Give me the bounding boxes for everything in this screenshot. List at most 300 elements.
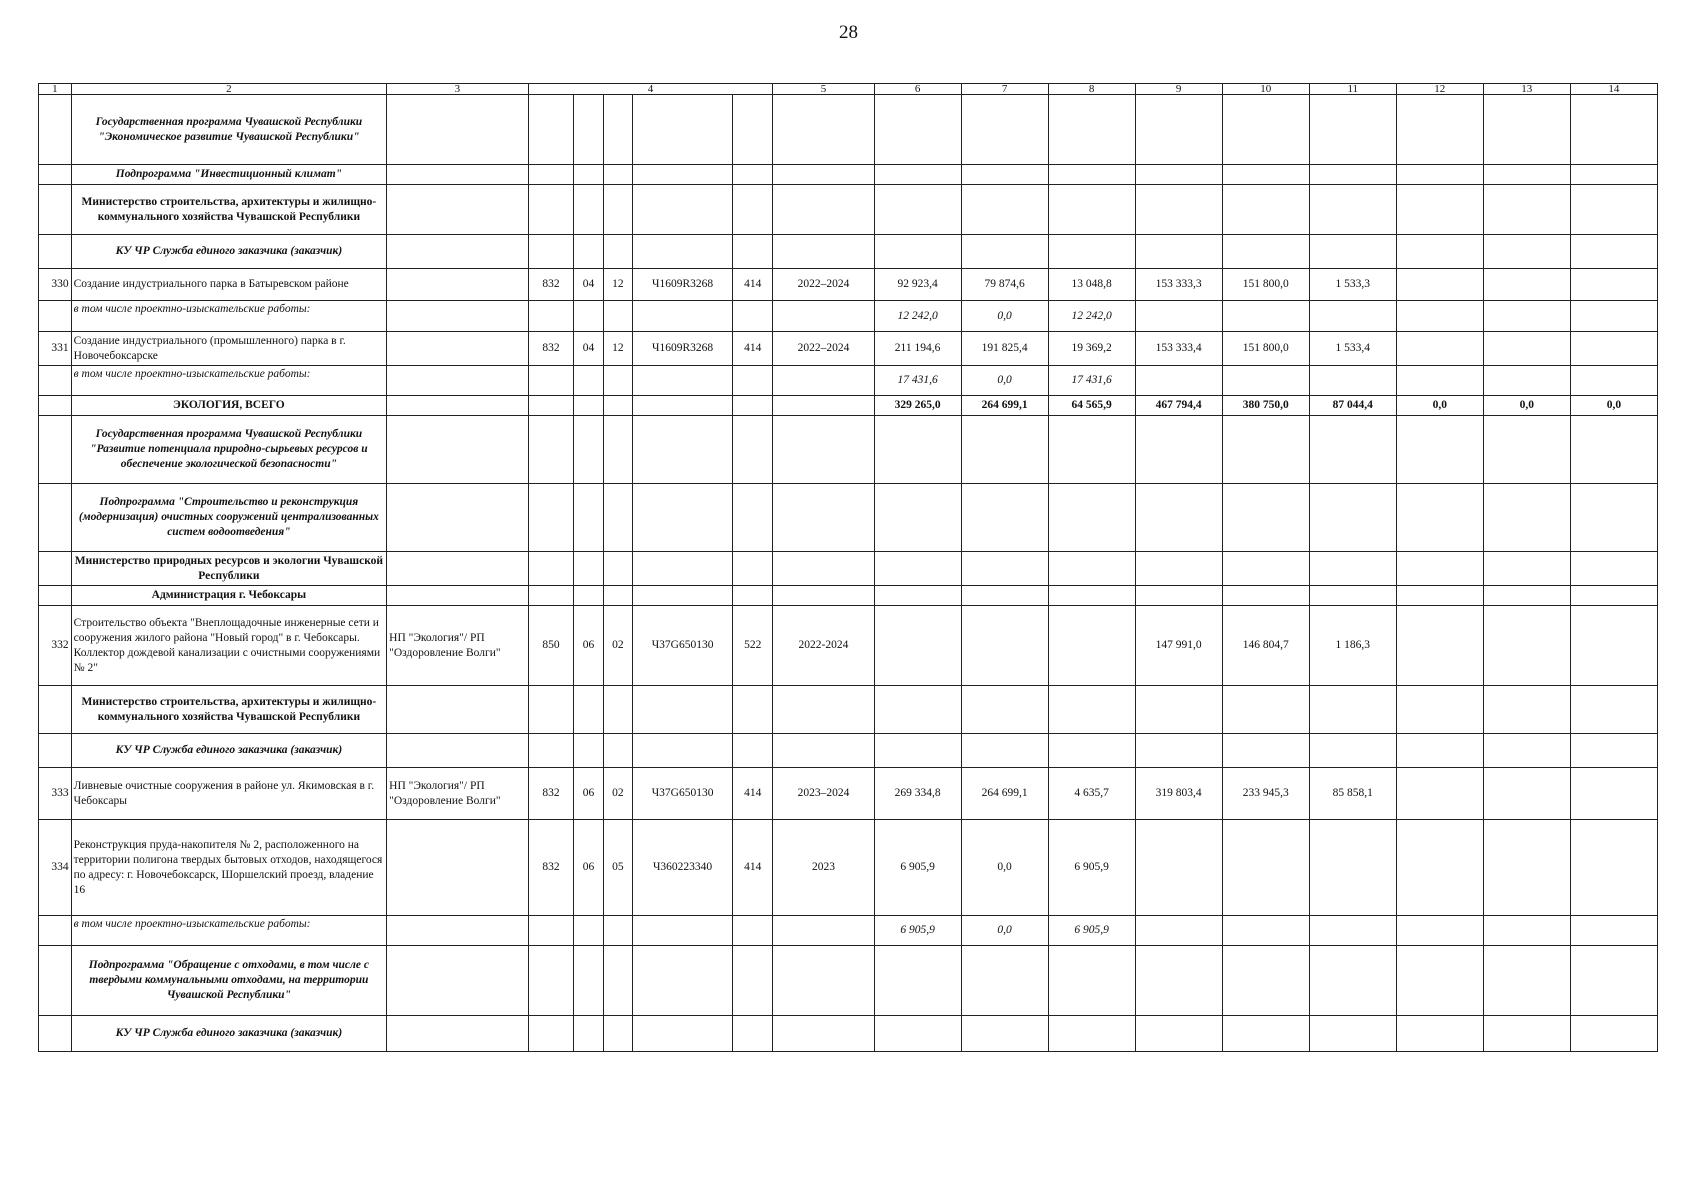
total-row bbox=[39, 396, 1658, 416]
table-cell bbox=[633, 946, 733, 1016]
table-cell bbox=[1483, 484, 1570, 552]
table-cell bbox=[1309, 235, 1396, 269]
table-cell bbox=[528, 916, 574, 946]
table-cell bbox=[39, 301, 72, 332]
table-cell bbox=[1570, 1016, 1657, 1052]
table-cell bbox=[633, 916, 733, 946]
table-cell bbox=[874, 586, 961, 606]
table-cell bbox=[1222, 484, 1309, 552]
table-cell bbox=[1222, 734, 1309, 768]
subtotal-label: в том числе проектно-изыскательские работы: bbox=[71, 366, 387, 396]
table-cell bbox=[633, 734, 733, 768]
table-cell bbox=[603, 946, 632, 1016]
row-number-cell bbox=[39, 185, 72, 235]
table-row bbox=[39, 332, 1658, 366]
table-cell bbox=[733, 396, 773, 416]
row-number-cell bbox=[39, 95, 72, 165]
table-cell bbox=[733, 1016, 773, 1052]
table-cell bbox=[1570, 946, 1657, 1016]
code-cell: 832 bbox=[528, 820, 574, 916]
section-heading-row bbox=[39, 552, 1658, 586]
table-cell bbox=[733, 95, 773, 165]
table-cell bbox=[1570, 366, 1657, 396]
table-cell bbox=[633, 235, 733, 269]
table-cell bbox=[574, 95, 603, 165]
table-cell bbox=[1135, 235, 1222, 269]
table-cell bbox=[1483, 416, 1570, 484]
table-cell bbox=[1396, 366, 1483, 396]
table-cell bbox=[733, 416, 773, 484]
amount-cell bbox=[1396, 820, 1483, 916]
table-cell bbox=[733, 586, 773, 606]
table-cell bbox=[1570, 165, 1657, 185]
table-cell bbox=[1135, 552, 1222, 586]
table-cell bbox=[773, 734, 874, 768]
code-cell: 832 bbox=[528, 768, 574, 820]
table-cell bbox=[773, 916, 874, 946]
amount-cell: 17 431,6 bbox=[1048, 366, 1135, 396]
table-cell bbox=[39, 366, 72, 396]
table-cell bbox=[1048, 734, 1135, 768]
total-amount-cell: 264 699,1 bbox=[961, 396, 1048, 416]
table-cell bbox=[633, 95, 733, 165]
table-cell bbox=[733, 946, 773, 1016]
table-cell bbox=[603, 916, 632, 946]
table-cell bbox=[528, 185, 574, 235]
table-cell bbox=[773, 95, 874, 165]
section-heading: КУ ЧР Служба единого заказчика (заказчик) bbox=[71, 734, 387, 768]
header-cell: 13 bbox=[1483, 84, 1570, 95]
table-cell bbox=[1048, 185, 1135, 235]
object-name: Реконструкция пруда-накопителя № 2, расположенного на территории полигона твердых бытовых отходов, находящегося по адресу: г. Новочебоксарск, Шоршелский проезд, владение 16 bbox=[71, 820, 387, 916]
table-cell bbox=[528, 946, 574, 1016]
amount-cell bbox=[1048, 606, 1135, 686]
project-name bbox=[387, 820, 528, 916]
amount-cell: 85 858,1 bbox=[1309, 768, 1396, 820]
table-cell bbox=[1570, 235, 1657, 269]
table-cell bbox=[633, 552, 733, 586]
table-cell bbox=[633, 686, 733, 734]
section-heading-row bbox=[39, 946, 1658, 1016]
table-cell bbox=[961, 185, 1048, 235]
code-cell: 850 bbox=[528, 606, 574, 686]
header-cell: 10 bbox=[1222, 84, 1309, 95]
row-number-cell bbox=[39, 416, 72, 484]
code-cell: 06 bbox=[574, 768, 603, 820]
project-name bbox=[387, 332, 528, 366]
total-amount-cell: 467 794,4 bbox=[1135, 396, 1222, 416]
table-cell bbox=[387, 586, 528, 606]
code-cell: 414 bbox=[733, 332, 773, 366]
table-cell bbox=[874, 552, 961, 586]
code-cell: 2023–2024 bbox=[773, 768, 874, 820]
amount-cell: 191 825,4 bbox=[961, 332, 1048, 366]
table-cell bbox=[387, 484, 528, 552]
row-number-cell bbox=[39, 946, 72, 1016]
header-cell: 6 bbox=[874, 84, 961, 95]
section-heading-row bbox=[39, 185, 1658, 235]
table-cell bbox=[574, 185, 603, 235]
table-cell bbox=[603, 301, 632, 332]
table-cell bbox=[1483, 734, 1570, 768]
table-cell bbox=[1483, 301, 1570, 332]
table-cell bbox=[733, 235, 773, 269]
header-cell: 2 bbox=[71, 84, 387, 95]
table-cell bbox=[1135, 95, 1222, 165]
table-cell bbox=[1483, 185, 1570, 235]
code-cell: Ч360223340 bbox=[633, 820, 733, 916]
table-cell bbox=[528, 165, 574, 185]
table-cell bbox=[1222, 916, 1309, 946]
section-heading-row bbox=[39, 686, 1658, 734]
amount-cell: 13 048,8 bbox=[1048, 269, 1135, 301]
section-heading-row bbox=[39, 95, 1658, 165]
table-cell bbox=[733, 916, 773, 946]
table-cell bbox=[633, 484, 733, 552]
subtotal-row bbox=[39, 366, 1658, 396]
table-cell bbox=[1483, 552, 1570, 586]
table-cell bbox=[733, 301, 773, 332]
table-cell bbox=[574, 552, 603, 586]
amount-cell bbox=[874, 606, 961, 686]
amount-cell: 17 431,6 bbox=[874, 366, 961, 396]
table-cell bbox=[1570, 552, 1657, 586]
subtotal-row bbox=[39, 301, 1658, 332]
table-cell bbox=[1135, 946, 1222, 1016]
project-name: НП "Экология"/ РП "Оздоровление Волги" bbox=[387, 606, 528, 686]
table-cell bbox=[574, 1016, 603, 1052]
total-amount-cell: 87 044,4 bbox=[1309, 396, 1396, 416]
table-cell bbox=[1396, 916, 1483, 946]
amount-cell: 4 635,7 bbox=[1048, 768, 1135, 820]
table-cell bbox=[528, 396, 574, 416]
subtotal-label: в том числе проектно-изыскательские работы: bbox=[71, 916, 387, 946]
table-cell bbox=[1048, 686, 1135, 734]
table-cell bbox=[961, 235, 1048, 269]
table-cell bbox=[1048, 586, 1135, 606]
table-cell bbox=[1483, 235, 1570, 269]
table-cell bbox=[603, 1016, 632, 1052]
amount-cell bbox=[1396, 332, 1483, 366]
amount-cell: 1 186,3 bbox=[1309, 606, 1396, 686]
table-cell bbox=[1396, 586, 1483, 606]
amount-cell: 146 804,7 bbox=[1222, 606, 1309, 686]
table-cell bbox=[1135, 1016, 1222, 1052]
table-cell bbox=[961, 95, 1048, 165]
table-cell bbox=[1309, 95, 1396, 165]
table-cell bbox=[574, 366, 603, 396]
table-cell bbox=[1222, 552, 1309, 586]
table-cell bbox=[1135, 301, 1222, 332]
header-cell: 1 bbox=[39, 84, 72, 95]
code-cell: 414 bbox=[733, 820, 773, 916]
table-cell bbox=[603, 95, 632, 165]
table-cell bbox=[874, 484, 961, 552]
table-cell bbox=[1135, 484, 1222, 552]
header-cell: 8 bbox=[1048, 84, 1135, 95]
table-cell bbox=[1396, 1016, 1483, 1052]
table-cell bbox=[387, 185, 528, 235]
table-row bbox=[39, 768, 1658, 820]
table-cell bbox=[39, 396, 72, 416]
table-cell bbox=[1396, 552, 1483, 586]
code-cell: 2022–2024 bbox=[773, 332, 874, 366]
table-cell bbox=[961, 484, 1048, 552]
code-cell: 832 bbox=[528, 332, 574, 366]
header-cell: 14 bbox=[1570, 84, 1657, 95]
amount-cell: 12 242,0 bbox=[874, 301, 961, 332]
amount-cell: 92 923,4 bbox=[874, 269, 961, 301]
table-cell bbox=[603, 416, 632, 484]
table-cell bbox=[387, 95, 528, 165]
table-cell bbox=[1135, 366, 1222, 396]
code-cell: 04 bbox=[574, 332, 603, 366]
code-cell: 02 bbox=[603, 606, 632, 686]
table-row bbox=[39, 820, 1658, 916]
table-cell bbox=[1396, 301, 1483, 332]
row-number: 330 bbox=[39, 269, 72, 301]
header-cell: 3 bbox=[387, 84, 528, 95]
amount-cell: 0,0 bbox=[961, 820, 1048, 916]
table-cell bbox=[574, 235, 603, 269]
code-cell: 2022–2024 bbox=[773, 269, 874, 301]
table-cell bbox=[1048, 416, 1135, 484]
header-cell: 11 bbox=[1309, 84, 1396, 95]
table-cell bbox=[961, 734, 1048, 768]
amount-cell: 1 533,3 bbox=[1309, 269, 1396, 301]
amount-cell bbox=[1483, 606, 1570, 686]
code-cell: 06 bbox=[574, 606, 603, 686]
section-heading: Подпрограмма "Обращение с отходами, в том числе с твердыми коммунальными отходами, на территории Чувашской Республики" bbox=[71, 946, 387, 1016]
table-cell bbox=[961, 1016, 1048, 1052]
table-cell bbox=[773, 366, 874, 396]
table-cell bbox=[1483, 686, 1570, 734]
row-number: 331 bbox=[39, 332, 72, 366]
table-cell bbox=[574, 916, 603, 946]
table-cell bbox=[574, 946, 603, 1016]
table-cell bbox=[1570, 301, 1657, 332]
table-cell bbox=[603, 366, 632, 396]
amount-cell: 151 800,0 bbox=[1222, 269, 1309, 301]
code-cell: Ч1609R3268 bbox=[633, 269, 733, 301]
table-cell bbox=[633, 586, 733, 606]
section-heading-row bbox=[39, 1016, 1658, 1052]
table-cell bbox=[874, 95, 961, 165]
table-cell bbox=[633, 366, 733, 396]
table-cell bbox=[528, 301, 574, 332]
table-cell bbox=[1135, 416, 1222, 484]
table-cell bbox=[1135, 165, 1222, 185]
header-cell: 12 bbox=[1396, 84, 1483, 95]
table-cell bbox=[603, 185, 632, 235]
code-cell: Ч37G650130 bbox=[633, 606, 733, 686]
table-cell bbox=[733, 185, 773, 235]
amount-cell bbox=[1483, 269, 1570, 301]
table-cell bbox=[528, 686, 574, 734]
table-cell bbox=[1570, 686, 1657, 734]
table-cell bbox=[1396, 95, 1483, 165]
table-cell bbox=[1222, 946, 1309, 1016]
table-cell bbox=[387, 396, 528, 416]
table-cell bbox=[603, 686, 632, 734]
table-cell bbox=[1048, 552, 1135, 586]
amount-cell bbox=[1570, 606, 1657, 686]
table-cell bbox=[528, 235, 574, 269]
section-heading: Министерство природных ресурсов и экологии Чувашской Республики bbox=[71, 552, 387, 586]
table-cell bbox=[387, 165, 528, 185]
object-name: Строительство объекта "Внеплощадочные инженерные сети и сооружения жилого района "Новый город" в г. Чебоксары. Коллектор дождевой канализации с очистными сооружениями № 2" bbox=[71, 606, 387, 686]
table-cell bbox=[733, 366, 773, 396]
amount-cell: 153 333,3 bbox=[1135, 269, 1222, 301]
table-cell bbox=[528, 95, 574, 165]
table-cell bbox=[603, 165, 632, 185]
section-heading: Подпрограмма "Инвестиционный климат" bbox=[71, 165, 387, 185]
object-name: Ливневые очистные сооружения в районе ул. Якимовская в г. Чебоксары bbox=[71, 768, 387, 820]
table-cell bbox=[387, 916, 528, 946]
section-heading: Министерство строительства, архитектуры и жилищно-коммунального хозяйства Чувашской Республики bbox=[71, 185, 387, 235]
table-cell bbox=[874, 1016, 961, 1052]
table-cell bbox=[961, 165, 1048, 185]
table-cell bbox=[773, 1016, 874, 1052]
object-name: Создание индустриального парка в Батыревском районе bbox=[71, 269, 387, 301]
table-cell bbox=[1396, 946, 1483, 1016]
amount-cell bbox=[1570, 820, 1657, 916]
table-cell bbox=[1396, 484, 1483, 552]
table-cell bbox=[773, 484, 874, 552]
table-cell bbox=[1222, 1016, 1309, 1052]
table-cell bbox=[1309, 165, 1396, 185]
table-cell bbox=[1048, 484, 1135, 552]
table-cell bbox=[603, 586, 632, 606]
table-cell bbox=[574, 416, 603, 484]
table-cell bbox=[1135, 734, 1222, 768]
code-cell: 06 bbox=[574, 820, 603, 916]
code-cell: 414 bbox=[733, 768, 773, 820]
table-cell bbox=[387, 416, 528, 484]
amount-cell: 12 242,0 bbox=[1048, 301, 1135, 332]
table-cell bbox=[961, 416, 1048, 484]
amount-cell: 1 533,4 bbox=[1309, 332, 1396, 366]
amount-cell: 147 991,0 bbox=[1135, 606, 1222, 686]
budget-table bbox=[38, 83, 1658, 1052]
table-cell bbox=[1396, 235, 1483, 269]
table-cell bbox=[733, 686, 773, 734]
table-cell bbox=[1222, 95, 1309, 165]
table-cell bbox=[1396, 165, 1483, 185]
row-number-cell bbox=[39, 484, 72, 552]
code-cell: 522 bbox=[733, 606, 773, 686]
table-cell bbox=[1309, 916, 1396, 946]
table-cell bbox=[1309, 586, 1396, 606]
table-cell bbox=[1048, 95, 1135, 165]
table-cell bbox=[528, 552, 574, 586]
amount-cell bbox=[1396, 768, 1483, 820]
code-cell: 414 bbox=[733, 269, 773, 301]
section-heading: Государственная программа Чувашской Республики "Развитие потенциала природно-сырьевых ресурсов и обеспечение экологической безопасности" bbox=[71, 416, 387, 484]
table-cell bbox=[961, 586, 1048, 606]
table-cell bbox=[773, 552, 874, 586]
table-cell bbox=[528, 586, 574, 606]
table-cell bbox=[1570, 185, 1657, 235]
table-row bbox=[39, 269, 1658, 301]
amount-cell bbox=[1396, 606, 1483, 686]
table-cell bbox=[874, 165, 961, 185]
table-row bbox=[39, 606, 1658, 686]
table-cell bbox=[1309, 1016, 1396, 1052]
row-number: 333 bbox=[39, 768, 72, 820]
table-cell bbox=[773, 165, 874, 185]
table-cell bbox=[633, 185, 733, 235]
section-heading-row bbox=[39, 734, 1658, 768]
table-cell bbox=[733, 734, 773, 768]
table-cell bbox=[574, 484, 603, 552]
table-cell bbox=[1570, 484, 1657, 552]
table-cell bbox=[874, 734, 961, 768]
table-cell bbox=[1222, 165, 1309, 185]
row-number-cell bbox=[39, 552, 72, 586]
amount-cell bbox=[1309, 820, 1396, 916]
table-cell bbox=[1222, 366, 1309, 396]
header-row bbox=[39, 84, 1658, 95]
table-cell bbox=[874, 686, 961, 734]
header-cell: 4 bbox=[528, 84, 773, 95]
table-cell bbox=[1048, 946, 1135, 1016]
code-cell: 05 bbox=[603, 820, 632, 916]
section-heading-row bbox=[39, 235, 1658, 269]
table-cell bbox=[1483, 946, 1570, 1016]
amount-cell bbox=[1570, 332, 1657, 366]
table-cell bbox=[1135, 586, 1222, 606]
table-cell bbox=[528, 734, 574, 768]
code-cell: 2022-2024 bbox=[773, 606, 874, 686]
table-cell bbox=[1048, 1016, 1135, 1052]
amount-cell: 6 905,9 bbox=[1048, 820, 1135, 916]
amount-cell bbox=[1483, 820, 1570, 916]
amount-cell: 319 803,4 bbox=[1135, 768, 1222, 820]
total-amount-cell: 0,0 bbox=[1483, 396, 1570, 416]
table-cell bbox=[1222, 185, 1309, 235]
section-heading: Министерство строительства, архитектуры и жилищно-коммунального хозяйства Чувашской Республики bbox=[71, 686, 387, 734]
amount-cell: 153 333,4 bbox=[1135, 332, 1222, 366]
table-cell bbox=[1309, 734, 1396, 768]
section-heading: КУ ЧР Служба единого заказчика (заказчик) bbox=[71, 1016, 387, 1052]
project-name bbox=[387, 269, 528, 301]
code-cell: 12 bbox=[603, 332, 632, 366]
table-cell bbox=[1570, 916, 1657, 946]
section-heading: Администрация г. Чебоксары bbox=[71, 586, 387, 606]
amount-cell: 6 905,9 bbox=[874, 820, 961, 916]
total-amount-cell: 380 750,0 bbox=[1222, 396, 1309, 416]
amount-cell: 0,0 bbox=[961, 366, 1048, 396]
table-cell bbox=[1135, 916, 1222, 946]
table-cell bbox=[387, 235, 528, 269]
amount-cell bbox=[1135, 820, 1222, 916]
table-cell bbox=[1570, 416, 1657, 484]
table-cell bbox=[1570, 95, 1657, 165]
table-cell bbox=[1396, 686, 1483, 734]
table-cell bbox=[773, 586, 874, 606]
table-cell bbox=[1483, 1016, 1570, 1052]
table-cell bbox=[1048, 235, 1135, 269]
section-heading: КУ ЧР Служба единого заказчика (заказчик) bbox=[71, 235, 387, 269]
table-cell bbox=[773, 416, 874, 484]
table-cell bbox=[961, 552, 1048, 586]
table-cell bbox=[874, 185, 961, 235]
total-label: ЭКОЛОГИЯ, ВСЕГО bbox=[71, 396, 387, 416]
table-cell bbox=[574, 396, 603, 416]
table-cell bbox=[1309, 484, 1396, 552]
code-cell: Ч37G650130 bbox=[633, 768, 733, 820]
